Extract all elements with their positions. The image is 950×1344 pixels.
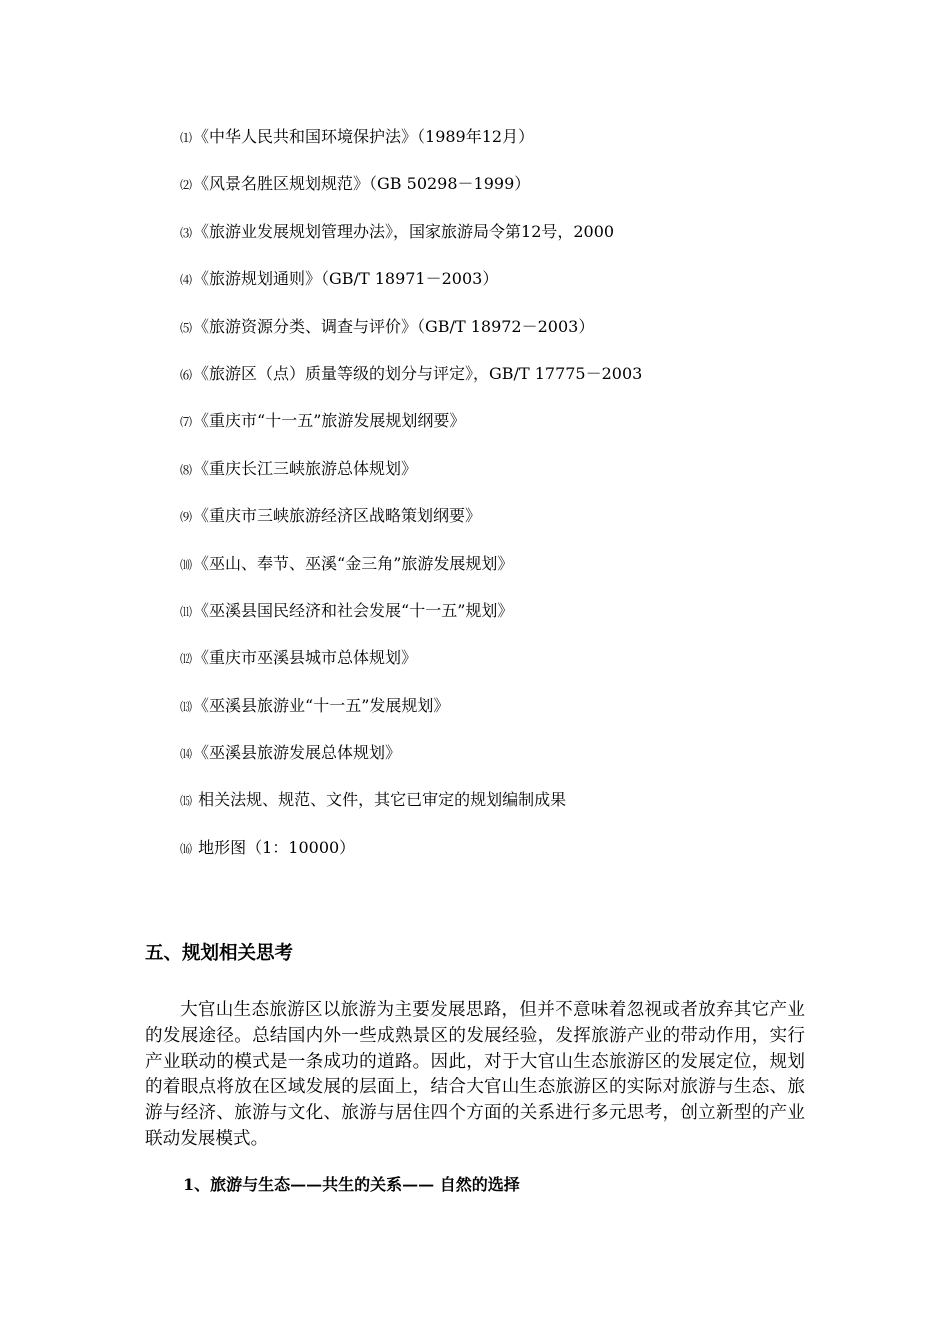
reference-number: ⑺ <box>180 415 193 430</box>
reference-item <box>180 124 820 171</box>
reference-item <box>180 740 820 787</box>
reference-item <box>180 171 820 218</box>
reference-text: 《重庆长江三峡旅游总体规划》 <box>193 458 418 478</box>
reference-text: 《旅游区（点）质量等级的划分与评定》，GB/T 17775－2003 <box>193 363 643 383</box>
reference-number: ⒂ <box>180 794 193 809</box>
reference-text: 《旅游资源分类、调查与评价》（GB/T 18972－2003） <box>193 316 595 336</box>
reference-text: 《旅游业发展规划管理办法》，国家旅游局令第12号，2000 <box>193 221 615 241</box>
reference-item <box>180 693 820 740</box>
reference-text: 《巫溪县旅游发展总体规划》 <box>193 743 402 763</box>
subsection-heading: 1、旅游与生态——共生的关系—— 自然的选择 <box>183 1175 520 1194</box>
reference-number: ⒃ <box>180 841 193 856</box>
section-paragraph: 大官山生态旅游区以旅游为主要发展思路，但并不意味着忽视或者放弃其它产业的发展途径。总结国内外一些成熟景区的发展经验，发挥旅游产业的带动作用，实行产业联动的模式是一条成功的道路。因此，对于大官山生态旅游区的发展定位，规划的着眼点将放在区域发展的层面上，结合大官山生态旅游区的实际对旅游与生态、旅游与经济、旅游与文化、旅游与居住四个方面的关系进行多元思考，创立新型的产业联动发展模式。 <box>145 1000 805 1149</box>
reference-item <box>180 361 820 408</box>
reference-item <box>180 551 820 598</box>
reference-number: ⑸ <box>180 320 193 335</box>
reference-item <box>180 456 820 503</box>
reference-number: ⑶ <box>180 225 193 240</box>
reference-number: ⑵ <box>180 178 193 193</box>
reference-text: 《巫山、奉节、巫溪“金三角”旅游发展规划》 <box>193 553 514 573</box>
reference-number: ⑴ <box>180 131 193 145</box>
reference-number: ⒁ <box>180 747 193 762</box>
reference-text: 地形图（1：10000） <box>193 837 356 857</box>
reference-number: ⑷ <box>180 273 193 288</box>
reference-text: 《中华人民共和国环境保护法》（1989年12月） <box>193 127 535 146</box>
reference-text: 《旅游规划通则》（GB/T 18971－2003） <box>193 269 499 289</box>
reference-text: 《重庆市“十一五”旅游发展规划纲要》 <box>193 411 466 431</box>
section-title: 五、规划相关思考 <box>145 943 294 964</box>
reference-text: 《重庆市巫溪县城市总体规划》 <box>193 648 418 668</box>
reference-number: ⑻ <box>180 462 193 477</box>
reference-number: ⑼ <box>180 510 193 525</box>
reference-number: ⑽ <box>180 557 193 572</box>
reference-item <box>180 408 820 455</box>
reference-text: 《重庆市三峡旅游经济区战略策划纲要》 <box>193 506 482 526</box>
reference-item <box>180 787 820 834</box>
reference-item <box>180 266 820 313</box>
reference-item <box>180 219 820 266</box>
reference-item <box>180 314 820 361</box>
reference-list <box>180 124 820 882</box>
reference-number: ⑹ <box>180 367 193 382</box>
reference-item <box>180 645 820 692</box>
reference-text: 《巫溪县国民经济和社会发展“十一五”规划》 <box>193 600 514 620</box>
reference-item <box>180 835 820 882</box>
reference-item <box>180 598 820 645</box>
reference-text: 相关法规、规范、文件，其它已审定的规划编制成果 <box>193 790 567 810</box>
reference-item <box>180 503 820 550</box>
reference-number: ⑿ <box>180 652 193 667</box>
reference-number: ⑾ <box>180 604 193 619</box>
reference-text: 《风景名胜区规划规范》（GB 50298－1999） <box>193 174 531 194</box>
reference-text: 《巫溪县旅游业“十一五”发展规划》 <box>193 695 450 715</box>
reference-number: ⒀ <box>180 699 193 714</box>
